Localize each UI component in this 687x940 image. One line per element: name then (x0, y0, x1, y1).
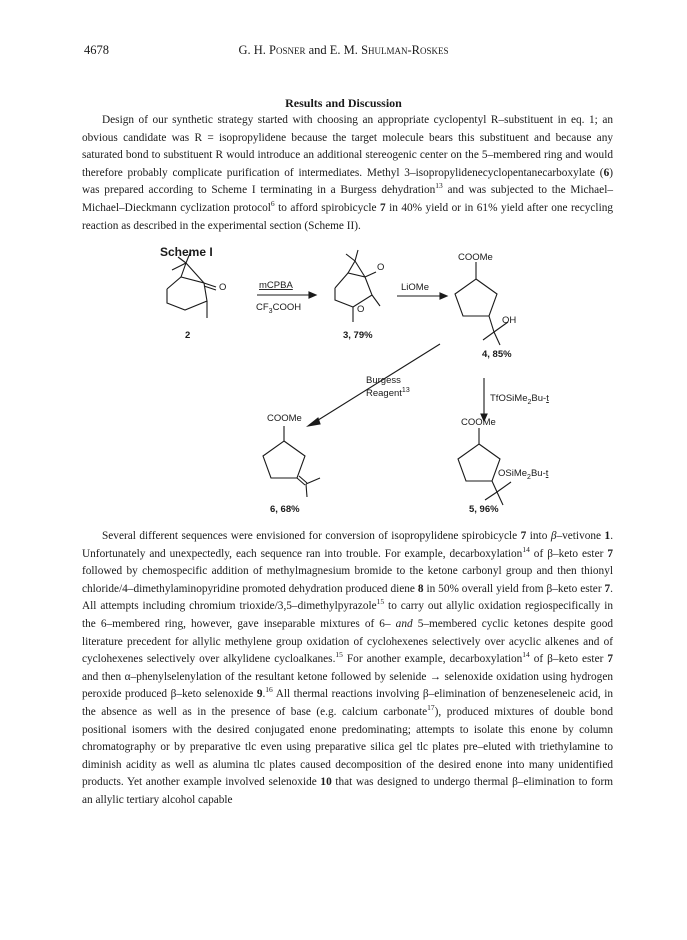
reagent-liome: LiOMe (401, 282, 429, 293)
section-title: Results and Discussion (285, 96, 402, 110)
paragraph-2 (82, 528, 613, 810)
compound-5-osime: OSiMe$_2$Bu-t (498, 468, 549, 481)
header-prefix: G. H. (238, 43, 270, 57)
compound-5-structure (458, 428, 511, 505)
scheme-title: Scheme I (160, 245, 213, 259)
paragraph-2-text: Several different sequences were envisioned for conversion of isopropylidene spirobicycle 7 into β–vetivone 1. Unfortunately and unexpectedly, each sequence ran into trouble. For example, decarboxylation$^{14}$ of β–keto ester 7 followed by chemospecific addition of methylmagnesium bromide to the ketone carbonyl group and then thionyl chloride/4–dimethylaminopyridine promoted dehydration produced diene 8 in 50% overall yield from β–keto ester 7. All attempts including chromium trioxide/3,5–dimethylpyrazole$^{15}$ to carry out allylic oxidation regiospecifically in the 6–membered ring, however, gave inseparable mixtures of 6– and 5–membered cyclic ketones despite good literature precedent for allylic methylene group oxidation of cyclohexenes selectively over acyclic alkenes and of cyclohexenes selectively over alkylidene cycloalkanes.$^{15}$ For another example, decarboxylation$^{14}$ of β–keto ester 7 and then α–phenylselenylation of the resultant ketone followed by selenide → selenoxide oxidation using hydrogen peroxide produced β–keto selenoxide 9.16 All thermal reactions involving β–elimination of benzeneseleneic acid, in the absence as well as in the presence of base (e.g. calcium carbonate$^{17}$), produced mixtures of double bond positional isomers with the desired conjugated enone predominating; attempts to isolate this enone by column chromatography or by preparative tlc even using preparative silica gel tlc plates pre–eluted with triethylamine to diminish acidity as well as alumina tlc plates caused decomposition of the desired enone into many unidentified products. Yet another example involved selenoxide 10 that was designed to undergo thermal β–elimination to form an allylic tertiary alcohol capable (82, 530, 614, 806)
reagent-burgess-2: Reagent$^{13}$ (366, 387, 410, 399)
compound-2-structure (167, 253, 216, 318)
reagent-burgess: Burgess (366, 375, 401, 386)
compound-4-coome: COOMe (458, 252, 493, 263)
header-and: and E. M. (305, 43, 362, 57)
compound-5-label: 5, 96% (469, 504, 499, 515)
reagent-cf3cooh: $CF_3COOH$ (256, 302, 302, 315)
header-author1: Posner (269, 43, 306, 57)
compound-3-ring-o: O (357, 304, 365, 315)
compound-5-coome: COOMe (461, 417, 496, 428)
compound-4-label: 4, 85% (482, 349, 512, 360)
compound-4-structure (455, 262, 508, 345)
compound-4-oh: OH (502, 315, 517, 326)
compound-2-label: 2 (185, 330, 191, 341)
header-author2: Shulman-Roskes (361, 43, 449, 57)
paragraph-1-text: Design of our synthetic strategy started with choosing an appropriate cyclopentyl R–substituent in eq. 1; an obvious candidate was R = isopropylidene because the target molecule bears this substituent and because any saturated bond to substituent R would introduce an additional stereogenic center on the 5–membered ring and would therefore probably complicate purification of intermediates. Methyl 3–isopropylidenecyclopentanecarboxylate (6) was prepared according to Scheme I terminating in a Burgess dehydration$^{13}$ and was subjected to the Michael–Michael–Dieckmann cyclization protocol$^6$ to afford spirobicycle 7 in 40% yield or in 61% yield after one recycling reaction as described in the experimental section (Scheme II). (82, 114, 614, 232)
compound-6-structure (263, 426, 320, 497)
compound-3-carbonyl-o: O (377, 262, 385, 273)
compound-6-label: 6, 68% (270, 504, 300, 515)
reagent-mcpba: mCPBA (259, 280, 293, 291)
compound-2-ketone-o: O (219, 282, 227, 293)
compound-3-label: 3, 79% (343, 330, 373, 341)
compound-6-coome: COOMe (267, 413, 302, 424)
page-number: 4678 (84, 43, 109, 57)
reagent-tfosime2but: TfOSiMe$_2$Bu-t (490, 393, 549, 406)
